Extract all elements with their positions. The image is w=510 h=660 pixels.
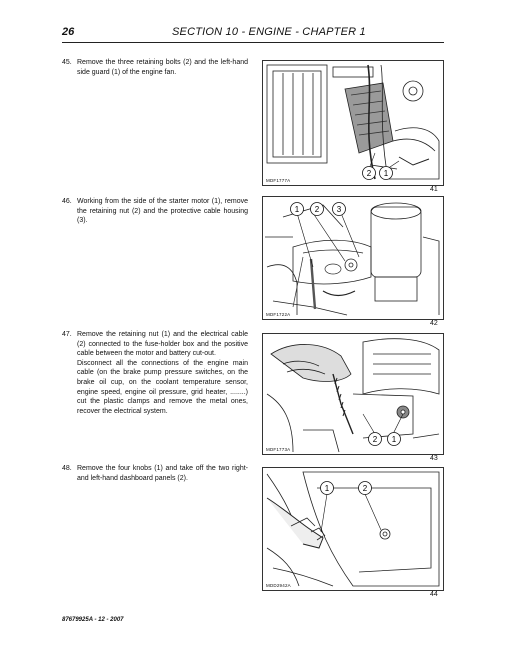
callout-label: 1 (294, 205, 300, 214)
figure-code: MDF1777A (266, 178, 291, 183)
figure-starter-motor (262, 196, 444, 320)
step-text: Remove the three retaining bolts (2) and the left-hand side guard (1) of the engine fan. (77, 59, 248, 76)
figure-number: 44 (430, 591, 438, 598)
callout-label: 2 (366, 169, 372, 178)
figure-electrical-cable (262, 333, 444, 455)
callout-label: 1 (383, 169, 389, 178)
step-number: 48. (62, 465, 72, 472)
figure-dashboard-panels (262, 467, 444, 591)
figure-number: 42 (430, 320, 438, 327)
step-text-continued: Disconnect all the connections of the engine main cable (on the brake pump pressure switches, on the brake oil cup, on the coolant temperature sensor, engine speed, engine oil pressure, grid heater, ........) cut the plastic clamps and remove the metal ones, recover the electrical system. (77, 359, 248, 415)
callout-label: 1 (324, 484, 330, 493)
dashboard-panels-illustration (263, 468, 443, 590)
figure-code: MDF1773A (266, 447, 291, 452)
step-text: Remove the retaining nut (1) and the electrical cable (2) connected to the fuse-holder box and the positive cable between the motor and battery cut-out. (77, 331, 248, 358)
page-number: 26 (62, 26, 75, 38)
callout-label: 2 (372, 435, 378, 444)
electrical-cable-illustration (263, 334, 443, 454)
callouts (291, 203, 360, 268)
step-48 (62, 464, 248, 483)
starter-motor-illustration (263, 197, 443, 319)
callout-label: 1 (391, 435, 397, 444)
header-rule (62, 42, 444, 43)
step-47 (62, 330, 248, 416)
figure-engine-fan-guard (262, 60, 444, 186)
figure-code: MDF1722A (266, 312, 291, 317)
page-header (62, 26, 444, 40)
figure-code: MDD2942A (266, 583, 291, 588)
step-text: Working from the side of the starter motor (1), remove the retaining nut (2) and the protective cable housing (3). (77, 198, 248, 225)
callout-label: 3 (336, 205, 342, 214)
step-number: 45. (62, 59, 72, 66)
engine-fan-illustration (263, 61, 443, 185)
callouts (321, 482, 382, 533)
figure-number: 43 (430, 455, 438, 462)
step-number: 46. (62, 198, 72, 205)
callouts (363, 414, 403, 446)
step-text: Remove the four knobs (1) and take off the two right- and left-hand dashboard panels (2). (77, 465, 248, 482)
callout-label: 2 (314, 205, 320, 214)
section-title: SECTION 10 - ENGINE - CHAPTER 1 (172, 26, 366, 38)
step-number: 47. (62, 331, 72, 338)
step-46 (62, 197, 248, 226)
document-reference: 87679925A - 12 - 2007 (62, 617, 124, 623)
callout-label: 2 (362, 484, 368, 493)
figure-number: 41 (430, 186, 438, 193)
step-45 (62, 58, 248, 77)
